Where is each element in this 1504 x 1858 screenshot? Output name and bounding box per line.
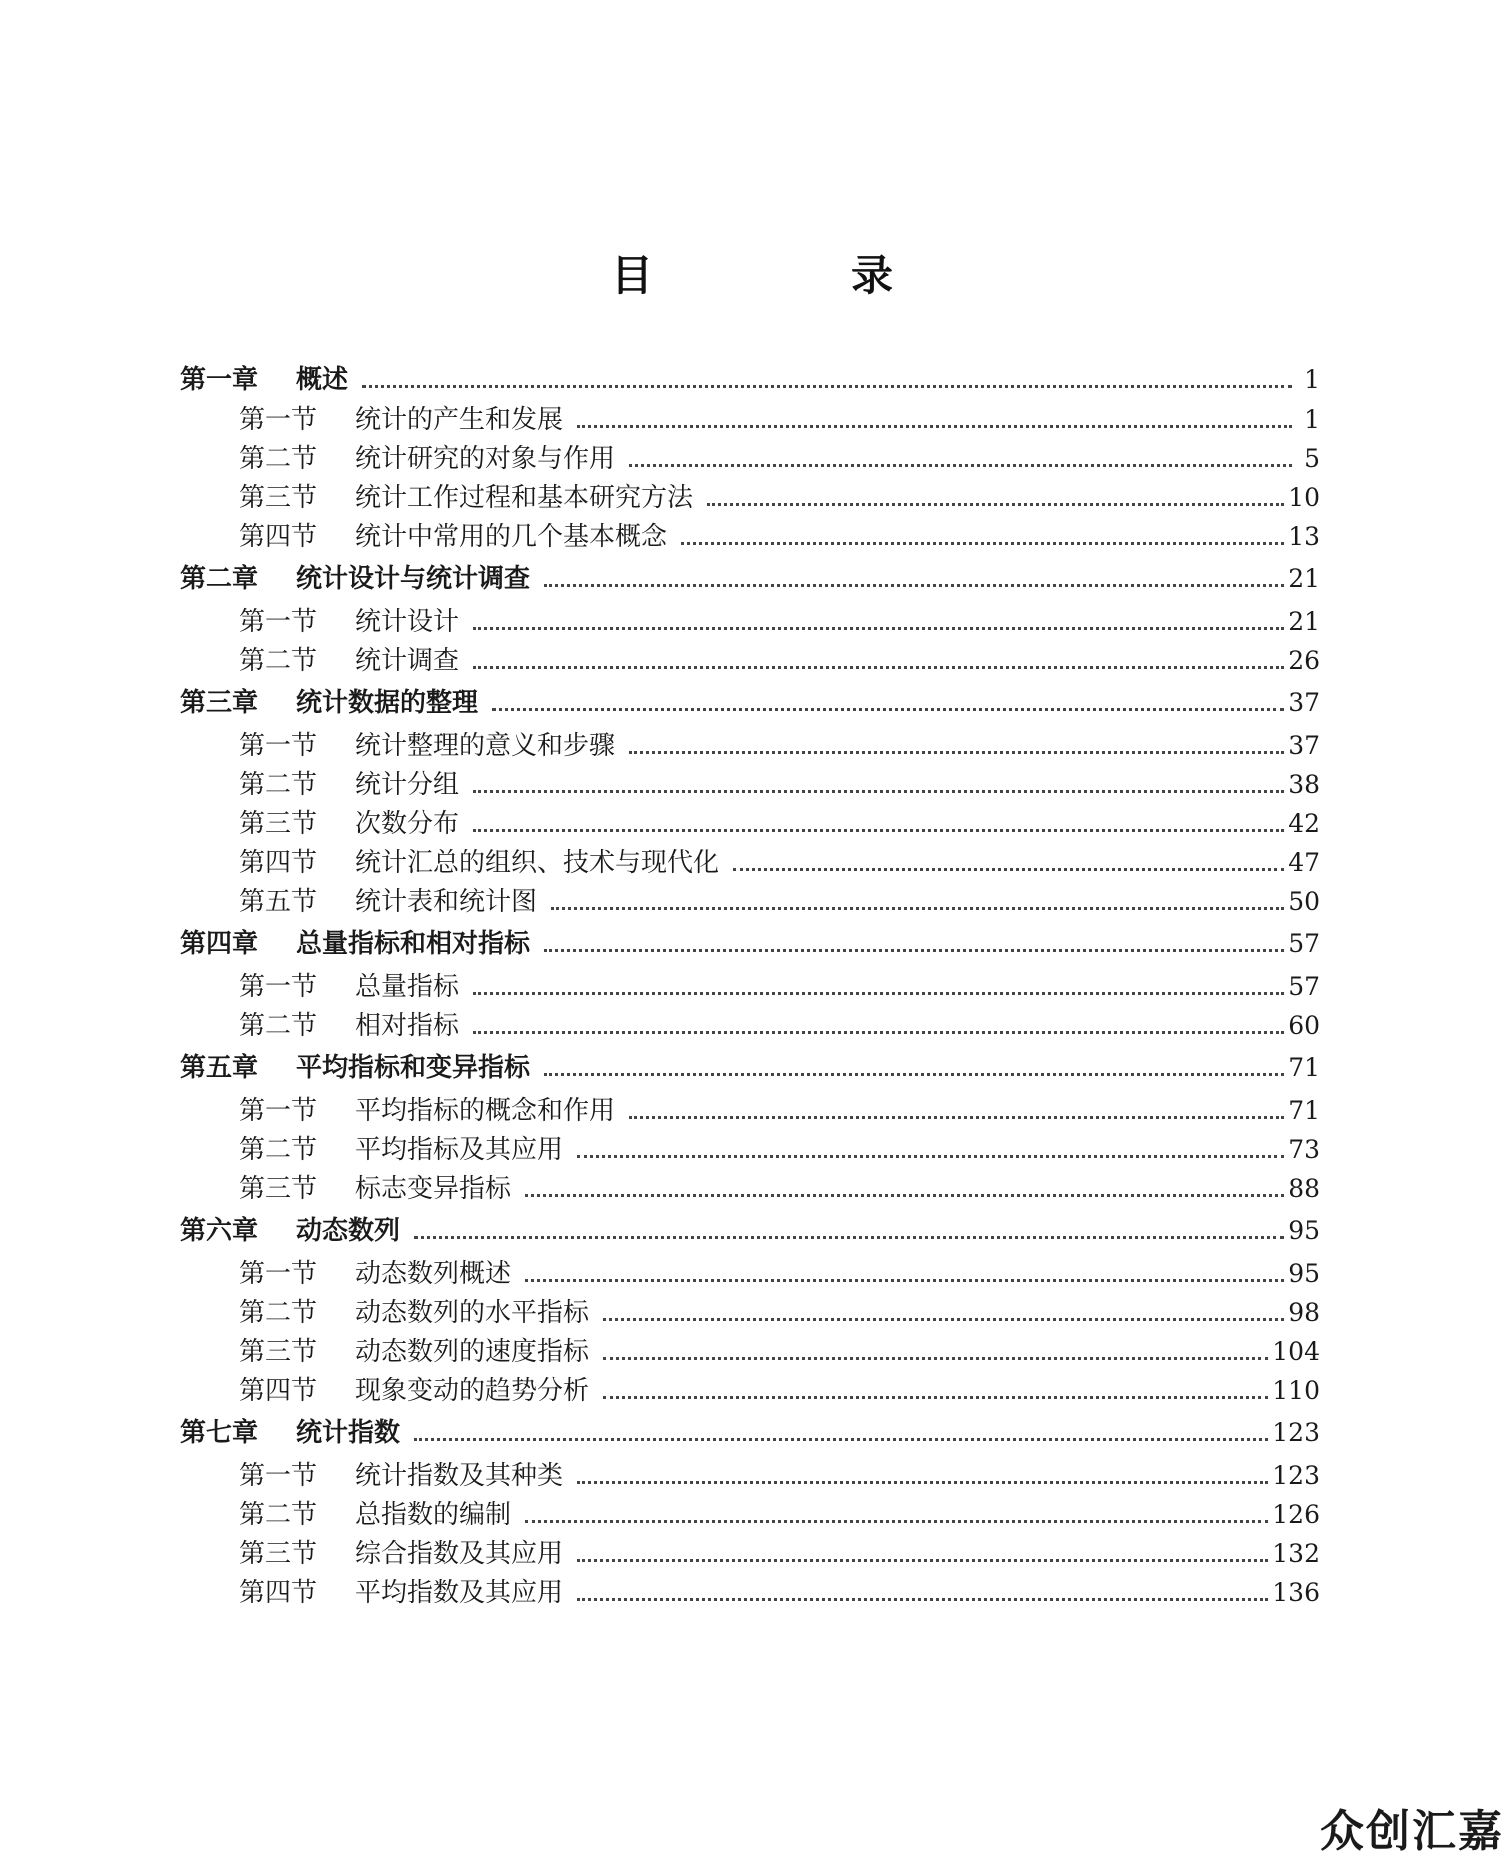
section-title: 动态数列的速度指标 [355, 1337, 590, 1367]
section-page-number: 38 [1288, 770, 1320, 799]
toc-chapter-row[interactable] [180, 1045, 1320, 1091]
section-number: 第四节 [239, 522, 318, 552]
section-page-number: 132 [1272, 1539, 1320, 1568]
dot-leader [577, 1598, 1268, 1601]
section-title: 统计指数及其种类 [355, 1461, 564, 1491]
dot-leader [577, 1559, 1268, 1562]
section-title: 现象变动的趋势分析 [355, 1376, 590, 1406]
section-page-number: 104 [1272, 1337, 1320, 1366]
dot-leader [414, 1236, 1284, 1239]
section-page-number: 60 [1288, 1011, 1320, 1040]
toc-section-row[interactable] [180, 1534, 1320, 1573]
dot-leader [473, 992, 1284, 995]
toc-section-row[interactable] [180, 1006, 1320, 1045]
dot-leader [473, 627, 1284, 630]
chapter-page-number: 57 [1288, 929, 1320, 958]
section-title: 平均指数及其应用 [355, 1578, 564, 1608]
section-title: 统计的产生和发展 [355, 405, 564, 435]
toc-section-row[interactable] [180, 478, 1320, 517]
section-title: 动态数列概述 [355, 1259, 512, 1289]
chapter-title: 动态数列 [296, 1216, 401, 1246]
dot-leader [603, 1318, 1284, 1321]
toc-section-row[interactable] [180, 439, 1320, 478]
section-number: 第四节 [239, 1376, 318, 1406]
section-page-number: 88 [1288, 1174, 1320, 1203]
section-number: 第一节 [239, 1461, 318, 1491]
section-page-number: 123 [1272, 1461, 1320, 1490]
section-page-number: 13 [1288, 522, 1320, 551]
section-page-number: 47 [1288, 848, 1320, 877]
chapter-number: 第四章 [180, 929, 259, 959]
toc-section-row[interactable] [180, 1293, 1320, 1332]
chapter-number: 第七章 [180, 1418, 259, 1448]
section-title: 平均指标的概念和作用 [355, 1096, 616, 1126]
toc-section-row[interactable] [180, 1091, 1320, 1130]
toc-section-row[interactable] [180, 1573, 1320, 1612]
section-page-number: 42 [1288, 809, 1320, 838]
section-number: 第二节 [239, 1135, 318, 1165]
section-page-number: 73 [1288, 1135, 1320, 1164]
dot-leader [577, 1155, 1284, 1158]
section-number: 第二节 [239, 1011, 318, 1041]
section-title: 总量指标 [355, 972, 460, 1002]
section-title: 总指数的编制 [355, 1500, 512, 1530]
toc-section-row[interactable] [180, 804, 1320, 843]
section-title: 次数分布 [355, 809, 460, 839]
section-page-number: 26 [1288, 646, 1320, 675]
dot-leader [473, 829, 1284, 832]
chapter-number: 第五章 [180, 1053, 259, 1083]
section-page-number: 37 [1288, 731, 1320, 760]
chapter-page-number: 21 [1288, 564, 1320, 593]
section-title: 统计表和统计图 [355, 887, 538, 917]
section-page-number: 95 [1288, 1259, 1320, 1288]
section-number: 第一节 [239, 405, 318, 435]
section-title: 平均指标及其应用 [355, 1135, 564, 1165]
chapter-page-number: 1 [1304, 365, 1320, 394]
section-number: 第一节 [239, 607, 318, 637]
section-number: 第三节 [239, 809, 318, 839]
section-number: 第一节 [239, 972, 318, 1002]
section-number: 第五节 [239, 887, 318, 917]
dot-leader [544, 949, 1284, 952]
toc-section-row[interactable] [180, 843, 1320, 882]
toc-section-row[interactable] [180, 1456, 1320, 1495]
dot-leader [473, 1031, 1284, 1034]
dot-leader [551, 907, 1284, 910]
chapter-title: 总量指标和相对指标 [296, 929, 531, 959]
dot-leader [544, 1073, 1284, 1076]
dot-leader [492, 708, 1284, 711]
section-number: 第三节 [239, 1539, 318, 1569]
chapter-page-number: 71 [1288, 1053, 1320, 1082]
toc-chapter-row[interactable] [180, 921, 1320, 967]
section-number: 第三节 [239, 1337, 318, 1367]
chapter-title: 统计指数 [296, 1418, 401, 1448]
dot-leader [544, 584, 1284, 587]
watermark: 众创汇嘉 [1320, 1806, 1504, 1857]
dot-leader [473, 790, 1284, 793]
chapter-page-number: 123 [1272, 1418, 1320, 1447]
section-page-number: 50 [1288, 887, 1320, 916]
toc-section-row[interactable] [180, 1169, 1320, 1208]
toc-section-row[interactable] [180, 641, 1320, 680]
chapter-number: 第六章 [180, 1216, 259, 1246]
section-page-number: 1 [1304, 405, 1320, 434]
toc-chapter-row[interactable] [180, 1208, 1320, 1254]
chapter-page-number: 37 [1288, 688, 1320, 717]
toc-section-row[interactable] [180, 400, 1320, 439]
toc-section-row[interactable] [180, 1254, 1320, 1293]
section-page-number: 98 [1288, 1298, 1320, 1327]
toc-section-row[interactable] [180, 602, 1320, 641]
dot-leader [629, 751, 1284, 754]
toc-section-row[interactable] [180, 1371, 1320, 1410]
section-number: 第二节 [239, 646, 318, 676]
dot-leader [525, 1520, 1268, 1523]
dot-leader [603, 1357, 1268, 1360]
toc-chapter-row[interactable] [180, 680, 1320, 726]
table-of-contents [180, 360, 1320, 1612]
section-number: 第四节 [239, 848, 318, 878]
section-title: 相对指标 [355, 1011, 460, 1041]
chapter-number: 第二章 [180, 564, 259, 594]
page-title: 目 录 [610, 251, 971, 300]
section-number: 第三节 [239, 1174, 318, 1204]
toc-section-row[interactable] [180, 1495, 1320, 1534]
chapter-title: 统计设计与统计调查 [296, 564, 531, 594]
toc-section-row[interactable] [180, 765, 1320, 804]
section-page-number: 126 [1272, 1500, 1320, 1529]
section-title: 统计设计 [355, 607, 460, 637]
dot-leader [362, 385, 1292, 388]
section-number: 第二节 [239, 444, 318, 474]
toc-chapter-row[interactable] [180, 1410, 1320, 1456]
toc-section-row[interactable] [180, 1332, 1320, 1371]
section-page-number: 21 [1288, 607, 1320, 636]
chapter-number: 第一章 [180, 365, 259, 395]
toc-chapter-row[interactable] [180, 556, 1320, 602]
section-page-number: 71 [1288, 1096, 1320, 1125]
dot-leader [577, 425, 1292, 428]
section-title: 统计分组 [355, 770, 460, 800]
chapter-title: 平均指标和变异指标 [296, 1053, 531, 1083]
section-number: 第一节 [239, 1259, 318, 1289]
section-title: 标志变异指标 [355, 1174, 512, 1204]
section-number: 第二节 [239, 1298, 318, 1328]
section-title: 统计整理的意义和步骤 [355, 731, 616, 761]
chapter-page-number: 95 [1288, 1216, 1320, 1245]
chapter-title: 概述 [296, 365, 349, 395]
section-title: 动态数列的水平指标 [355, 1298, 590, 1328]
toc-section-row[interactable] [180, 882, 1320, 921]
section-title: 统计研究的对象与作用 [355, 444, 616, 474]
chapter-number: 第三章 [180, 688, 259, 718]
section-number: 第二节 [239, 1500, 318, 1530]
dot-leader [707, 503, 1284, 506]
section-page-number: 57 [1288, 972, 1320, 1001]
toc-section-row[interactable] [180, 517, 1320, 556]
toc-section-row[interactable] [180, 726, 1320, 765]
section-title: 统计调查 [355, 646, 460, 676]
section-number: 第四节 [239, 1578, 318, 1608]
section-title: 统计工作过程和基本研究方法 [355, 483, 694, 513]
dot-leader [577, 1481, 1268, 1484]
section-title: 统计汇总的组织、技术与现代化 [355, 848, 720, 878]
dot-leader [629, 464, 1292, 467]
dot-leader [629, 1116, 1284, 1119]
section-page-number: 5 [1304, 444, 1320, 473]
section-number: 第二节 [239, 770, 318, 800]
toc-chapter-row[interactable] [180, 360, 1320, 400]
chapter-title: 统计数据的整理 [296, 688, 479, 718]
toc-section-row[interactable] [180, 967, 1320, 1006]
dot-leader [525, 1194, 1284, 1197]
toc-section-row[interactable] [180, 1130, 1320, 1169]
section-number: 第一节 [239, 1096, 318, 1126]
section-page-number: 136 [1272, 1578, 1320, 1607]
section-page-number: 110 [1272, 1376, 1320, 1405]
dot-leader [603, 1396, 1268, 1399]
section-title: 综合指数及其应用 [355, 1539, 564, 1569]
section-title: 统计中常用的几个基本概念 [355, 522, 668, 552]
dot-leader [525, 1279, 1284, 1282]
section-number: 第一节 [239, 731, 318, 761]
dot-leader [414, 1438, 1268, 1441]
section-page-number: 10 [1288, 483, 1320, 512]
dot-leader [681, 542, 1284, 545]
dot-leader [473, 666, 1284, 669]
dot-leader [733, 868, 1284, 871]
section-number: 第三节 [239, 483, 318, 513]
